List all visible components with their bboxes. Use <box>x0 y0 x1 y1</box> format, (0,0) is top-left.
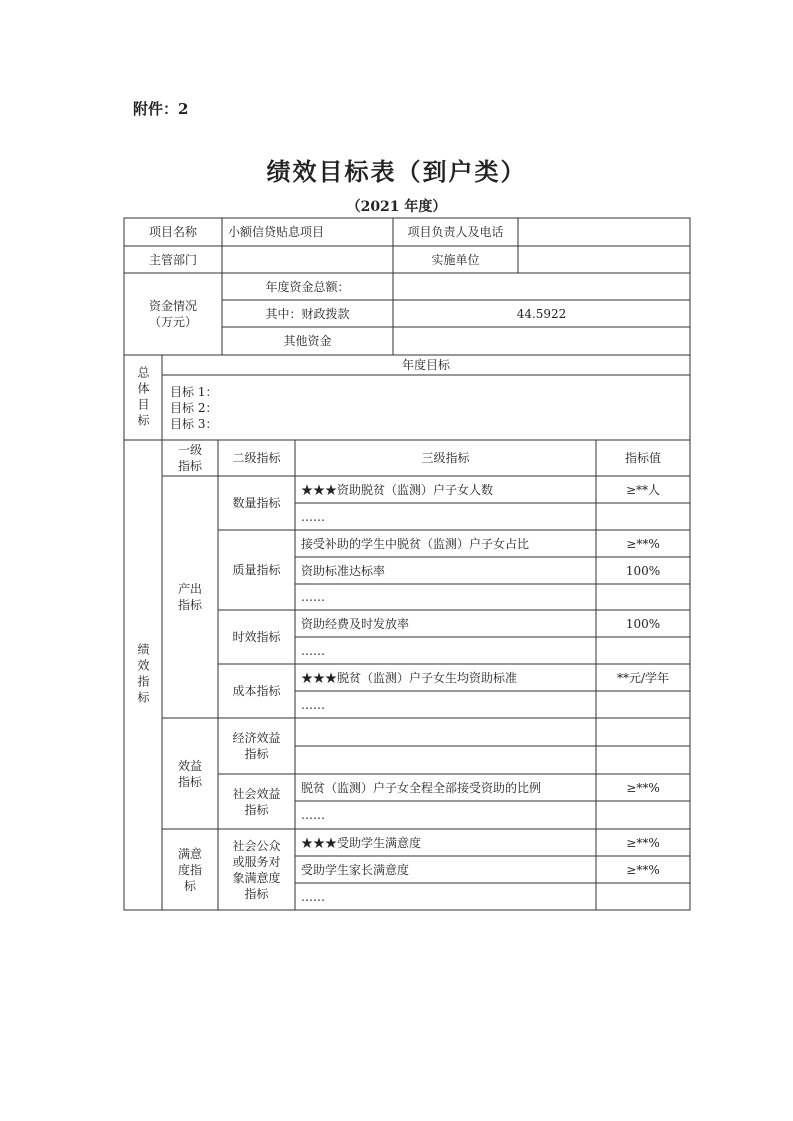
header-level3: 三级指标 <box>421 451 470 465</box>
page-title: 绩效目标表（到户类） <box>266 157 527 186</box>
dept-label: 主管部门 <box>148 252 197 267</box>
goal-list <box>170 384 217 432</box>
level3-row-value: 100% <box>625 616 661 631</box>
level3-row-value <box>596 503 690 530</box>
header-level2: 二级指标 <box>232 451 281 465</box>
level3-row-text: …… <box>301 889 325 904</box>
level3-row-text: ★★★脱贫（监测）户子女生均资助标准 <box>301 670 518 685</box>
level3-row-text <box>295 746 596 774</box>
impl-unit-label: 实施单位 <box>431 252 480 267</box>
funds-fiscal-value: 44.5922 <box>516 306 567 321</box>
level3-row-value <box>596 718 690 746</box>
level3-row-value: ≥**% <box>626 780 660 795</box>
header-value: 指标值 <box>624 451 661 465</box>
level3-row-text: …… <box>301 590 325 604</box>
level3-row-value: 100% <box>625 563 661 578</box>
impl-unit-value[interactable] <box>518 246 690 273</box>
funds-fiscal-label: 其中：财政拨款 <box>265 306 350 321</box>
funds-label: 资金情况（万元） <box>148 299 197 329</box>
level3-row-value <box>596 584 690 610</box>
level3-row-value: ≥**% <box>626 536 660 551</box>
attachment-label: 附件：2 <box>133 100 189 118</box>
level3-row-text: 脱贫（监测）户子女全程全部接受资助的比例 <box>301 780 542 795</box>
funds-total-label: 年度资金总额： <box>265 279 350 294</box>
goal-2: 目标 2： <box>170 401 218 415</box>
goal-3: 目标 3： <box>170 417 218 431</box>
annual-goal-header: 年度目标 <box>401 358 450 372</box>
level3-row-text: ★★★资助脱贫（监测）户子女人数 <box>301 482 494 497</box>
level3-row-text <box>295 718 596 746</box>
social-benefit-indicator: 社会效益指标 <box>232 786 281 817</box>
dept-value[interactable] <box>222 246 393 273</box>
level3-row-value <box>596 746 690 774</box>
project-name-label: 项目名称 <box>148 225 197 239</box>
benefit-indicator: 效益指标 <box>177 758 202 789</box>
header-level1: 一级指标 <box>177 443 202 473</box>
quantity-indicator: 数量指标 <box>232 496 281 510</box>
level3-row-value: ≥**% <box>626 835 660 850</box>
level3-row-text: …… <box>301 509 325 524</box>
satisfaction-indicator: 满意度指标 <box>177 846 202 893</box>
level3-row-text: 接受补助的学生中脱贫（监测）户子女占比 <box>301 536 530 551</box>
funds-other-label: 其他资金 <box>283 334 332 348</box>
overall-goal-label: 总体目标 <box>136 365 150 430</box>
project-leader-label: 项目负责人及电话 <box>407 225 504 239</box>
project-leader-value[interactable] <box>518 218 690 246</box>
level3-row-text: 受助学生家长满意度 <box>301 862 410 877</box>
perf-indicator-label: 绩效指标 <box>136 643 150 707</box>
level3-row-value: **元/学年 <box>616 670 670 685</box>
goal-1: 目标 1： <box>170 385 218 399</box>
level3-row-value: ≥**人 <box>625 482 661 497</box>
cost-indicator: 成本指标 <box>232 684 281 698</box>
level3-row-value <box>596 691 690 718</box>
level3-row-text: ★★★受助学生满意度 <box>301 835 422 850</box>
project-name-value: 小额信贷贴息项目 <box>228 225 325 239</box>
level3-row-value <box>596 883 690 910</box>
level3-row-text: 资助经费及时发放率 <box>301 616 410 631</box>
year-subtitle: （2021 年度） <box>346 199 447 215</box>
level3-row-value <box>596 801 690 829</box>
output-indicator: 产出指标 <box>177 582 202 612</box>
public-satisfaction-indicator: 社会公众或服务对象满意度指标 <box>232 838 281 901</box>
level3-row-text: …… <box>301 697 325 712</box>
level3-row-text: …… <box>301 808 325 822</box>
economic-benefit-indicator: 经济效益指标 <box>232 731 281 761</box>
level3-row-value: ≥**% <box>626 862 660 877</box>
level3-row-value <box>596 637 690 664</box>
level3-row-text: 资助标准达标率 <box>301 563 386 578</box>
timeliness-indicator: 时效指标 <box>232 630 281 644</box>
quality-indicator: 质量指标 <box>232 563 281 577</box>
level3-row-text: …… <box>301 643 325 658</box>
